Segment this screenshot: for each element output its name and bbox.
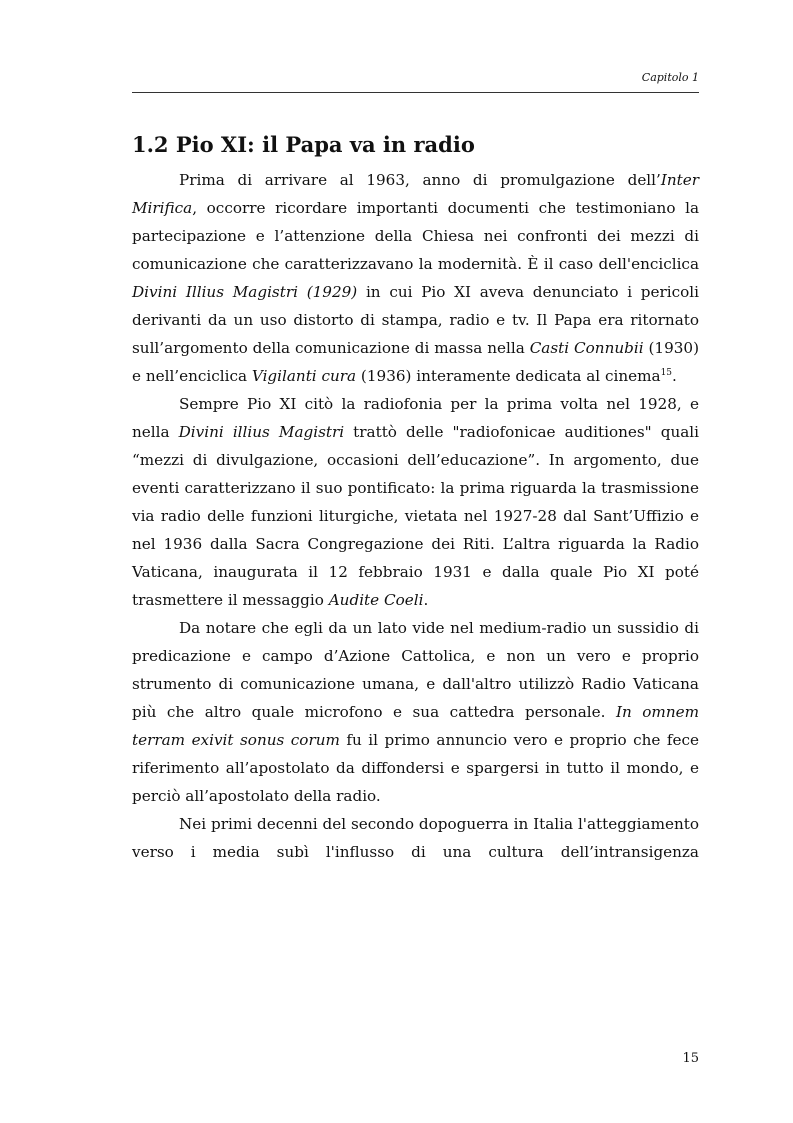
italic-title: Vigilanti cura (251, 367, 357, 385)
italic-quote: In omnem terram exivit sonus corum (132, 703, 700, 749)
text-run: Prima di arrivare al 1963, anno di promulgazione dell’ (179, 171, 661, 189)
section-title: 1.2 Pio XI: il Papa va in radio (132, 132, 475, 157)
page-number: 15 (682, 1051, 699, 1066)
text-run: fu il primo annuncio vero e proprio che fece riferimento all’apostolato da diffondersi e spargersi in tutto il mondo, e perciò all’apostolato della radio. (132, 731, 700, 805)
italic-title: Audite Coeli (328, 591, 424, 609)
body-text (132, 166, 699, 866)
italic-title: Divini illius Magistri (178, 423, 345, 441)
text-run: (1936) interamente dedicata al cinema (356, 367, 661, 385)
text-run: (1930) e nell’enciclica (132, 339, 699, 385)
paragraph-1 (132, 166, 699, 390)
text-run: . (423, 591, 429, 609)
paragraph-3 (132, 614, 699, 810)
running-header: Capitolo 1 (641, 71, 699, 84)
text-run: trattò delle "radiofonicae auditiones" quali “mezzi di divulgazione, occasioni dell’educazione”. In argomento, due eventi caratterizzano il suo pontificato: la prima riguarda la trasmissione via radio delle funzioni liturgiche, vietata nel 1927-28 dal Sant’Uffizio e nel 1936 dalla Sacra Congregazione dei Riti. L’altra riguarda la Radio Vaticana, inaugurata il 12 febbraio 1931 e dalla quale Pio XI poté trasmettere il messaggio (132, 423, 699, 609)
italic-title: Casti Connubii (529, 339, 644, 357)
text-run: in cui Pio XI aveva denunciato i pericoli derivanti da un uso distorto di stampa, radio e tv. Il Papa era ritornato sull’argomento della comunicazione di massa nella (132, 283, 699, 357)
italic-title: Divini Illius Magistri (1929) (132, 283, 358, 301)
text-run: . (672, 367, 677, 385)
text-run: Sempre Pio XI citò la radiofonia per la prima volta nel 1928, e nella (132, 395, 699, 441)
header-rule (132, 92, 699, 93)
paragraph-2 (132, 390, 699, 614)
italic-title: Inter Mirifica (132, 171, 699, 217)
footnote-reference[interactable]: 15 (660, 367, 673, 378)
text-run: Nei primi decenni del secondo dopoguerra in Italia l'atteggiamento verso i media subì l'influsso di una cultura dell’intransigenza (132, 815, 699, 861)
paragraph-4 (132, 810, 699, 866)
text-run: Da notare che egli da un lato vide nel medium-radio un sussidio di predicazione e campo d’Azione Cattolica, e non un vero e proprio strumento di comunicazione umana, e dall'altro utilizzò Radio Vaticana più che altro quale microfono e sua cattedra personale. (132, 619, 699, 721)
text-run: , occorre ricordare importanti documenti che testimoniano la partecipazione e l’attenzione della Chiesa nei confronti dei mezzi di comunicazione che caratterizzavano la modernità. È il caso dell'enciclica (132, 199, 699, 273)
